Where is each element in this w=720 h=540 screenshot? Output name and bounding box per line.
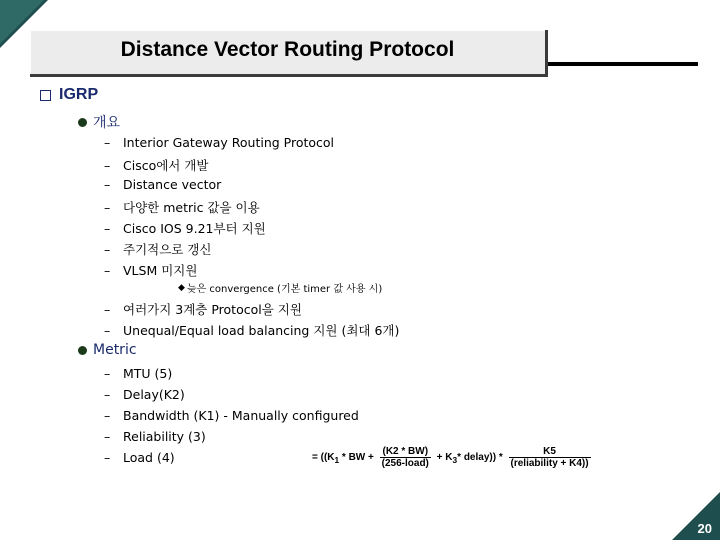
list-item: – Cisco에서 개발 <box>104 158 209 173</box>
page-number: 20 <box>697 521 712 536</box>
overview-label: 개요 <box>93 115 121 131</box>
list-item: – Delay(K2) <box>104 387 185 402</box>
section-heading <box>40 86 98 104</box>
list-item: – Load (4) <box>104 450 175 465</box>
formula-fraction: $\frac{(K2 * BW)}{\text{(256-load)}}$ <box>381 446 429 469</box>
dash-bullet-icon: – <box>104 323 111 338</box>
list-item: – Unequal/Equal load balancing 지원 (최대 6개) <box>104 323 400 338</box>
list-item: – MTU (5) <box>104 366 173 381</box>
list-item: – Distance vector <box>104 177 222 192</box>
metric-heading <box>78 342 137 358</box>
list-item: – Cisco IOS 9.21부터 지원 <box>104 221 266 236</box>
list-item: – Reliability (3) <box>104 429 206 444</box>
section-label: IGRP <box>59 86 99 103</box>
dash-bullet-icon: – <box>104 263 111 278</box>
checkbox-bullet-icon <box>40 90 51 101</box>
dash-bullet-icon: – <box>104 177 111 192</box>
dash-bullet-icon: – <box>104 387 111 402</box>
dash-bullet-icon: – <box>104 158 111 173</box>
dash-bullet-icon: – <box>104 221 111 236</box>
dash-bullet-icon: – <box>104 302 111 317</box>
metric-formula: = (($K_1$ * BW + $\frac{(K2 * BW)}{\text{(256-load)}}$ + $K_3*$ delay)) * $\frac{K5}{\text{(reliability + K4))}}$ <box>312 446 589 469</box>
dash-bullet-icon: – <box>104 242 111 257</box>
list-item: – 여러가지 3계층 Protocol을 지원 <box>104 302 302 317</box>
corner-decoration-bottom-right <box>672 492 720 540</box>
round-bullet-icon <box>78 346 87 355</box>
list-item: – VLSM 미지원 <box>104 263 198 278</box>
title-underline <box>548 62 698 66</box>
list-item: – Bandwidth (K1) - Manually configured <box>104 408 359 423</box>
dash-bullet-icon: – <box>104 200 111 215</box>
formula-fraction: $\frac{K5}{\text{(reliability + K4))}}$ <box>510 446 589 469</box>
dash-bullet-icon: – <box>104 429 111 444</box>
dash-bullet-icon: – <box>104 366 111 381</box>
list-item: – 다양한 metric 값을 이용 <box>104 200 260 215</box>
list-item: – Interior Gateway Routing Protocol <box>104 135 335 150</box>
dash-bullet-icon: – <box>104 135 111 150</box>
slide-title: Distance Vector Routing Protocol <box>120 38 455 61</box>
dash-bullet-icon: – <box>104 450 111 465</box>
metric-label: Metric <box>93 342 137 358</box>
round-bullet-icon <box>78 118 87 127</box>
dash-bullet-icon: – <box>104 408 111 423</box>
sub-note: ◆ 늦은 convergence (기본 timer 값 사용 시) <box>178 282 383 295</box>
overview-heading <box>78 112 120 132</box>
title-box <box>30 30 548 77</box>
list-item: – 주기적으로 갱신 <box>104 242 212 257</box>
diamond-bullet-icon: ◆ <box>178 282 185 293</box>
